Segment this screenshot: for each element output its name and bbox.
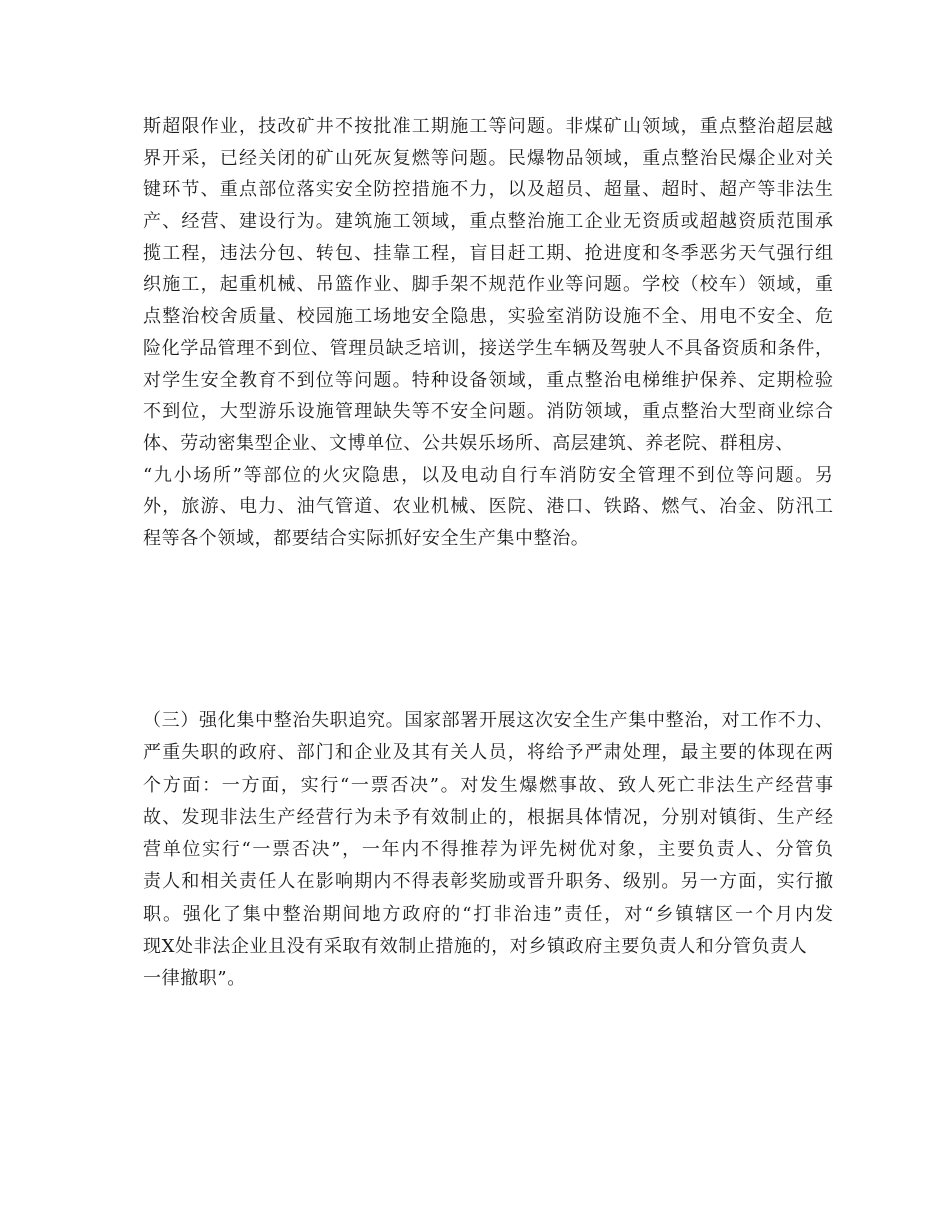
body-paragraph-2 [143,705,833,996]
text-line: 界开采，已经关闭的矿山死灰复燃等问题。民爆物品领域，重点整治民爆企业对关 [143,147,833,169]
text-line: 不到位，大型游乐设施管理缺失等不安全问题。消防领域，重点整治大型商业综合 [143,401,833,423]
text-line: 故、发现非法生产经营行为未予有效制止的，根据具体情况，分别对镇街、生产经 [143,806,833,828]
text-line: 营单位实行“一票否决”，一年内不得推荐为评先树优对象，主要负责人、分管负 [143,839,833,861]
text-line: 责人和相关责任人在影响期内不得表彰奖励或晋升职务、级别。另一方面，实行撤 [143,871,833,893]
text-line: 斯超限作业，技改矿井不按批准工期施工等问题。非煤矿山领域，重点整治超层越 [143,116,833,137]
text-line: 职。强化了集中整治期间地方政府的“打非治违”责任，对“乡镇辖区一个月内发 [143,903,833,925]
text-line: 对学生安全教育不到位等问题。特种设备领域，重点整治电梯维护保养、定期检验 [143,369,833,391]
text-line: （三）强化集中整治失职追究。国家部署开展这次安全生产集中整治，对工作不力、 [143,710,833,731]
text-line: 外，旅游、电力、油气管道、农业机械、医院、港口、铁路、燃气、冶金、防汛工 [143,496,833,518]
text-line: 程等各个领域，都要结合实际抓好安全生产集中整治。 [143,527,590,549]
text-line: 体、劳动密集型企业、文博单位、公共娱乐场所、高层建筑、养老院、群租房、 [143,432,794,454]
text-line: 织施工，起重机械、吊篮作业、脚手架不规范作业等问题。学校（校车）领域，重 [143,274,833,296]
text-line: 一律撤职”。 [143,968,246,990]
text-line: 个方面：一方面，实行“一票否决”。对发生爆燃事故、致人死亡非法生产经营事 [143,774,833,796]
text-line: 严重失职的政府、部门和企业及其有关人员，将给予严肃处理，最主要的体现在两 [143,742,833,764]
text-line: 现X处非法企业且没有采取有效制止措施的，对乡镇政府主要负责人和分管负责人 [143,936,808,958]
text-line: “九小场所”等部位的火灾隐患，以及电动自行车消防安全管理不到位等问题。另 [143,464,833,486]
text-line: 揽工程，违法分包、转包、挂靠工程，盲目赶工期、抢进度和冬季恶劣天气强行组 [143,242,833,264]
text-line: 点整治校舍质量、校园施工场地安全隐患，实验室消防设施不全、用电不安全、危 [143,306,833,328]
body-paragraph-1 [143,111,833,555]
text-line: 键环节、重点部位落实安全防控措施不力，以及超员、超量、超时、超产等非法生 [143,179,833,201]
text-line: 险化学品管理不到位、管理员缺乏培训，接送学生车辆及驾驶人不具备资质和条件， [143,337,833,359]
text-line: 产、经营、建设行为。建筑施工领域，重点整治施工企业无资质或超越资质范围承 [143,211,833,233]
